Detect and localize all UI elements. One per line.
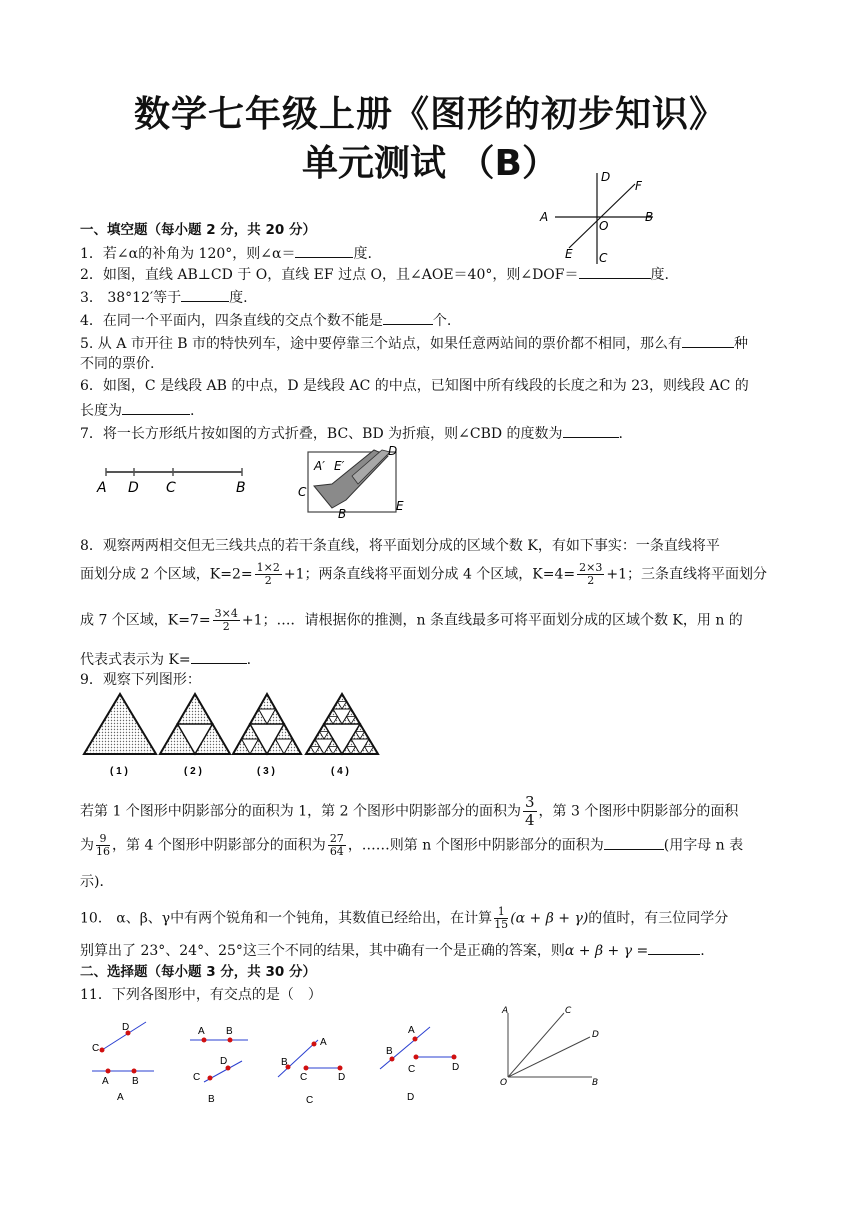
answer-blank[interactable] (579, 264, 651, 279)
figure-sierpinski-sequence (80, 692, 380, 780)
caption-2: ( 2 ) (184, 766, 202, 777)
svg-text:B: B (226, 1026, 233, 1037)
option-C-figure (278, 1037, 345, 1106)
option-A-label: A (117, 1092, 124, 1103)
label-D: D (128, 480, 139, 496)
figure-folded-paper (292, 440, 412, 520)
question-9-line1: 若第 1 个图形中阴影部分的面积为 1，第 2 个图形中阴影部分的面积为 $\frac{3}{4}$ ，第 3 个图形中阴影部分的面积 (80, 793, 739, 829)
answer-blank[interactable] (563, 423, 619, 438)
option-C-label: C (306, 1095, 314, 1106)
question-5-cont: 不同的票价. (80, 356, 155, 372)
option-B-figure (190, 1026, 248, 1105)
label-C: C (599, 251, 608, 265)
page-subtitle: 单元测试 （B） (302, 143, 558, 184)
label-C: C (166, 480, 176, 496)
question-11: 11．下列各图形中，有交点的是（ ） (80, 987, 322, 1003)
question-10-line1: 10． α、β、γ中有两个锐角和一个钝角，其数值已经给出，在计算 $\frac{1}{15}$ (α + β + γ)的值时，有三位同学分 (80, 905, 729, 931)
label-E: E (565, 247, 573, 261)
label-E: E (396, 499, 404, 513)
question-5: 5. 从 A 市开往 B 市的特快列车，途中要停靠三个站点，如果任意两站间的票价都不相同，那么有 种 (80, 333, 748, 353)
label-E-prime: E′ (334, 459, 345, 473)
svg-text:D: D (122, 1022, 130, 1033)
svg-text:C: C (565, 1006, 572, 1016)
answer-blank[interactable] (383, 310, 433, 325)
question-8-line3: 成 7 个区域，K=7= $\frac{3\times 4}{2}$ +1；…．请根据你的推测，n 条直线最多可将平面划分成的区域个数 K，用 n 的 (80, 607, 743, 633)
triangle-2 (160, 694, 230, 754)
caption-3: ( 3 ) (257, 766, 275, 777)
figure-segment-ab (92, 458, 262, 498)
section-1-heading: 一、填空题（每小题 2 分，共 20 分） (80, 222, 316, 238)
label-B: B (645, 210, 654, 224)
label-B: B (236, 480, 246, 496)
question-9-intro: 9．观察下列图形： (80, 672, 201, 688)
answer-blank[interactable] (604, 835, 664, 850)
label-D: D (601, 170, 611, 184)
question-4: 4．在同一个平面内，四条直线的交点个数不能是 个. (80, 310, 451, 330)
option-B-label: B (208, 1094, 215, 1105)
question-10-line2: 别算出了 23°、24°、25°这三个不同的结果，其中确有一个是正确的答案，则α + β + γ = . (80, 940, 705, 960)
answer-blank[interactable] (682, 333, 734, 348)
answer-blank[interactable] (295, 243, 353, 258)
answer-blank[interactable] (122, 400, 190, 415)
option-D-figure (380, 1025, 459, 1103)
question-7: 7．将一长方形纸片按如图的方式折叠，BC、BD 为折痕，则∠CBD 的度数为 . (80, 423, 623, 443)
answer-blank[interactable] (181, 287, 229, 302)
label-D: D (388, 444, 398, 458)
svg-text:B: B (132, 1076, 139, 1087)
svg-text:C: C (300, 1072, 308, 1083)
figure-intersecting-lines (535, 168, 665, 268)
svg-text:O: O (500, 1078, 508, 1088)
svg-text:D: D (452, 1062, 460, 1073)
answer-blank[interactable] (648, 940, 700, 955)
option-A-figure (92, 1022, 154, 1103)
question-6-cont: 长度为 . (80, 400, 194, 420)
label-A: A (97, 480, 107, 496)
svg-text:D: D (220, 1056, 228, 1067)
svg-text:C: C (193, 1072, 201, 1083)
svg-text:A: A (408, 1025, 415, 1036)
label-A-prime: A′ (314, 459, 325, 473)
svg-text:C: C (408, 1064, 416, 1075)
label-C: C (298, 485, 307, 499)
answer-blank[interactable] (191, 649, 247, 664)
svg-text:D: D (338, 1072, 346, 1083)
option-D-label: D (407, 1092, 415, 1103)
svg-text:A: A (102, 1076, 109, 1087)
angle-figure (500, 1006, 599, 1088)
svg-text:A: A (320, 1037, 327, 1048)
question-3: 3． 38°12′等于 度. (80, 287, 248, 307)
label-B: B (338, 507, 347, 520)
section-2-heading: 二、选择题（每小题 3 分，共 30 分） (80, 964, 316, 980)
svg-text:B: B (281, 1057, 288, 1068)
svg-text:D: D (592, 1030, 599, 1040)
page-title: 数学七年级上册《图形的初步知识》 (133, 94, 726, 135)
question-8-line2: 面划分成 2 个区域，K=2= $\frac{1\times 2}{2}$ +1；两条直线将平面划分成 4 个区域，K=4= $\frac{2\times 3}{2}$ +1；三条直线将平面划分 (80, 561, 767, 587)
question-8-line4: 代表式表示为 K= . (80, 649, 251, 669)
question-6: 6．如图，C 是线段 AB 的中点，D 是线段 AC 的中点，已知图中所有线段的长度之和为 23，则线段 AC 的 (80, 378, 749, 394)
caption-1: ( 1 ) (110, 766, 128, 777)
triangle-3 (233, 694, 301, 754)
svg-text:A: A (198, 1026, 205, 1037)
svg-text:C: C (92, 1043, 100, 1054)
caption-4: ( 4 ) (331, 766, 349, 777)
triangle-1 (84, 694, 156, 754)
figure-options (80, 1005, 620, 1115)
label-F: F (635, 179, 642, 193)
label-A: A (540, 210, 549, 224)
triangle-4 (306, 694, 378, 754)
label-O: O (599, 219, 609, 233)
svg-text:A: A (502, 1006, 509, 1016)
question-2: 2．如图，直线 AB⊥CD 于 O，直线 EF 过点 O，且∠AOE＝40°，则∠DOF＝ 度. (80, 264, 669, 284)
question-1: 1．若∠α的补角为 120°，则∠α＝ 度. (80, 243, 372, 263)
svg-text:B: B (386, 1046, 393, 1057)
question-9-line2: 为 $\frac{9}{16}$ ，第 4 个图形中阴影部分的面积为 $\frac{27}{64}$ ，……则第 n 个图形中阴影部分的面积为 (用字母 n 表 (80, 832, 744, 858)
question-8-line1: 8．观察两两相交但无三线共点的若干条直线，将平面划分成的区域个数 K，有如下事实：一条直线将平 (80, 538, 720, 554)
question-9-line3: 示)． (80, 874, 114, 890)
svg-text:B: B (592, 1078, 599, 1088)
